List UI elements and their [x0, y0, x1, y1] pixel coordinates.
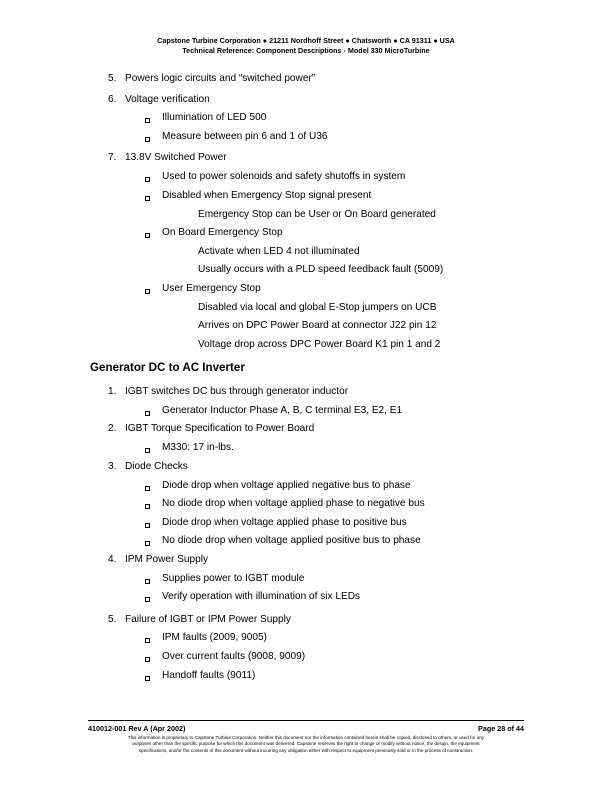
- sub-item: Arrives on DPC Power Board at connector J22 pin 12: [198, 320, 437, 331]
- footer-divider: [88, 720, 524, 721]
- section-heading: Generator DC to AC Inverter: [90, 361, 245, 374]
- footer-page-number: Page 28 of 44: [478, 724, 524, 733]
- sub-item: Voltage drop across DPC Power Board K1 pin 1 and 2: [198, 339, 441, 350]
- bullet-item: Diode drop when voltage applied phase to positive bus: [162, 517, 407, 528]
- checkbox-bullet-icon: [145, 118, 150, 123]
- legal-line: specifications, and/or the contents of this document without incurring any obligation either with respect to equipment previously sold or in the process of construction.: [138, 747, 474, 753]
- list-item: IPM Power Supply: [125, 554, 209, 565]
- checkbox-bullet-icon: [145, 638, 150, 643]
- checkbox-bullet-icon: [145, 233, 150, 238]
- legal-line: purposes other than the specific purpose for which this document was delivered. Capstone reserves the right to change or modify without notice, the design, the equipment: [132, 741, 480, 747]
- bullet-item: Verify operation with illumination of six LEDs: [162, 591, 361, 602]
- list-number: 5.: [108, 73, 117, 84]
- checkbox-bullet-icon: [145, 523, 150, 528]
- header-doc-title: Technical Reference: Component Descriptions - Model 330 MicroTurbine: [182, 45, 430, 55]
- list-number: 4.: [108, 554, 117, 565]
- list-number: 7.: [108, 152, 117, 163]
- list-number: 6.: [108, 94, 117, 105]
- checkbox-bullet-icon: [145, 177, 150, 182]
- sub-item: Activate when LED 4 not illuminated: [198, 246, 360, 257]
- bullet-item: User Emergency Stop: [162, 283, 261, 294]
- checkbox-bullet-icon: [145, 676, 150, 681]
- bullet-item: Over current faults (9008, 9009): [162, 651, 306, 662]
- bullet-item: Handoff faults (9011): [162, 670, 256, 681]
- list-item: Failure of IGBT or IPM Power Supply: [125, 614, 291, 625]
- legal-line: This information is proprietary to Capstone Turbine Corporation. Neither this document nor the information contained herein shall be copied, disclosed to others, or used for any: [127, 735, 485, 740]
- bullet-item: Measure between pin 6 and 1 of U36: [162, 131, 328, 142]
- checkbox-bullet-icon: [145, 579, 150, 584]
- bullet-item: On Board Emergency Stop: [162, 227, 283, 238]
- list-number: 5.: [108, 614, 117, 625]
- bullet-item: M330: 17 in-lbs.: [162, 442, 234, 453]
- list-item: 13.8V Switched Power: [125, 152, 227, 163]
- footer-legal-notice: [88, 735, 524, 754]
- list-number: 3.: [108, 461, 117, 472]
- checkbox-bullet-icon: [145, 448, 150, 453]
- checkbox-bullet-icon: [145, 289, 150, 294]
- sub-item: Usually occurs with a PLD speed feedback fault (5009): [198, 264, 444, 275]
- checkbox-bullet-icon: [145, 486, 150, 491]
- bullet-item: Disabled when Emergency Stop signal present: [162, 190, 372, 201]
- checkbox-bullet-icon: [145, 411, 150, 416]
- bullet-item: Illumination of LED 500: [162, 112, 267, 123]
- checkbox-bullet-icon: [145, 137, 150, 142]
- list-item: IGBT switches DC bus through generator inductor: [125, 386, 349, 397]
- checkbox-bullet-icon: [145, 597, 150, 602]
- bullet-item: Diode drop when voltage applied negative bus to phase: [162, 480, 411, 491]
- sub-item: Emergency Stop can be User or On Board generated: [198, 209, 436, 220]
- bullet-item: Used to power solenoids and safety shutoffs in system: [162, 171, 406, 182]
- list-item: Diode Checks: [125, 461, 188, 472]
- list-number: 2.: [108, 423, 117, 434]
- checkbox-bullet-icon: [145, 541, 150, 546]
- bullet-item: IPM faults (2009, 9005): [162, 632, 267, 643]
- list-number: 1.: [108, 386, 117, 397]
- bullet-item: Supplies power to IGBT module: [162, 573, 305, 584]
- checkbox-bullet-icon: [145, 196, 150, 201]
- bullet-item: No diode drop when voltage applied phase to negative bus: [162, 498, 425, 509]
- bullet-item: No diode drop when voltage applied positive bus to phase: [162, 535, 421, 546]
- list-item: Voltage verification: [125, 94, 210, 105]
- checkbox-bullet-icon: [145, 504, 150, 509]
- checkbox-bullet-icon: [145, 657, 150, 662]
- bullet-item: Generator Inductor Phase A, B, C terminal E3, E2, E1: [162, 405, 403, 416]
- page-header: [0, 36, 612, 55]
- list-item: Powers logic circuits and “switched power”: [125, 73, 316, 84]
- sub-item: Disabled via local and global E-Stop jumpers on UCB: [198, 302, 437, 313]
- list-item: IGBT Torque Specification to Power Board: [125, 423, 315, 434]
- footer-doc-id: 410012-001 Rev A (Apr 2002): [88, 724, 186, 733]
- header-address: Capstone Turbine Corporation ● 21211 Nordhoff Street ● Chatsworth ● CA 91311 ● USA: [157, 36, 455, 45]
